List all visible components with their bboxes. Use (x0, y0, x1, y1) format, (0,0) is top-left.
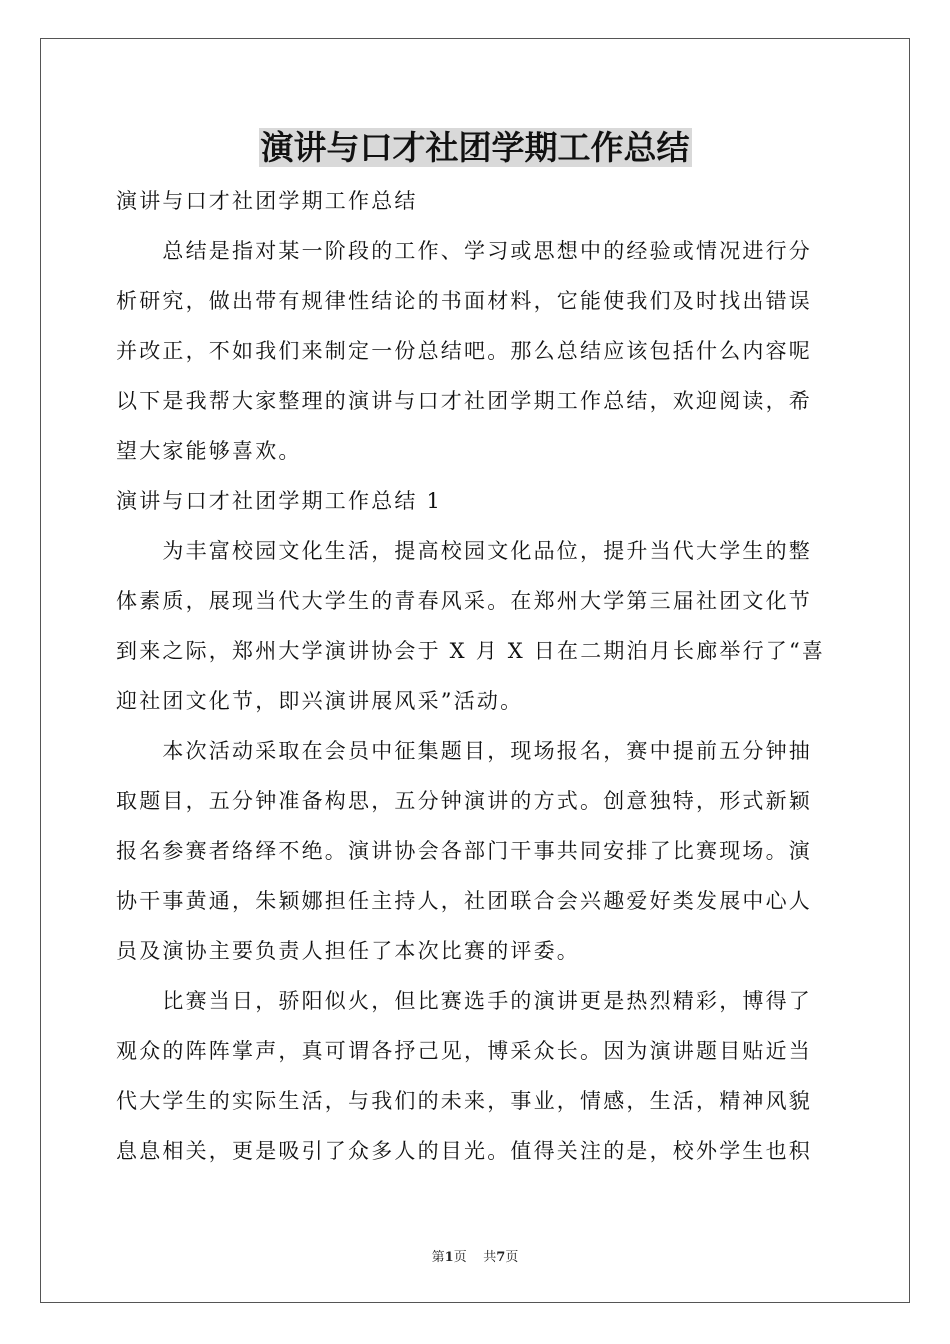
body-line: 演讲与口才社团学期工作总结 (116, 189, 418, 213)
body-line: 以下是我帮大家整理的演讲与口才社团学期工作总结，欢迎阅读，希 (116, 389, 812, 413)
document-title (0, 124, 950, 172)
body-line: 总结是指对某一阶段的工作、学习或思想中的经验或情况进行分 (116, 239, 812, 263)
body-line: 协干事黄通，朱颖娜担任主持人，社团联合会兴趣爱好类发展中心人 (116, 889, 812, 913)
body-line: 代大学生的实际生活，与我们的未来，事业，情感，生活，精神风貌 (116, 1089, 812, 1113)
body-line: 取题目，五分钟准备构思，五分钟演讲的方式。创意独特，形式新颖 (116, 789, 812, 813)
page-footer (0, 1246, 950, 1265)
body-line: 息息相关，更是吸引了众多人的目光。值得关注的是，校外学生也积 (116, 1139, 812, 1163)
total-page-number: 7 (496, 1250, 506, 1265)
document-body (116, 176, 836, 1176)
body-line: 迎社团文化节，即兴演讲展风采”活动。 (116, 689, 524, 713)
body-line: 员及演协主要负责人担任了本次比赛的评委。 (116, 939, 580, 963)
body-line: 本次活动采取在会员中征集题目，现场报名，赛中提前五分钟抽 (116, 739, 812, 763)
body-line: 到来之际，郑州大学演讲协会于 X 月 X 日在二期泊月长廊举行了“喜 (116, 639, 826, 663)
body-line: 析研究，做出带有规律性结论的书面材料，它能使我们及时找出错误 (116, 289, 812, 313)
body-line: 观众的阵阵掌声，真可谓各抒己见，博采众长。因为演讲题目贴近当 (116, 1039, 812, 1063)
current-page-number: 1 (444, 1250, 454, 1265)
page-prefix: 第 (431, 1250, 445, 1265)
page-suffix: 页 (453, 1250, 467, 1265)
body-line: 比赛当日，骄阳似火，但比赛选手的演讲更是热烈精彩，博得了 (116, 989, 812, 1013)
body-line: 为丰富校园文化生活，提高校园文化品位，提升当代大学生的整 (116, 539, 812, 563)
document-title-text: 演讲与口才社团学期工作总结 (260, 128, 690, 167)
total-prefix: 共 (483, 1250, 497, 1265)
section-heading: 演讲与口才社团学期工作总结 1 (116, 489, 443, 513)
body-line: 体素质，展现当代大学生的青春风采。在郑州大学第三届社团文化节 (116, 589, 812, 613)
body-line: 并改正，不如我们来制定一份总结吧。那么总结应该包括什么内容呢 (116, 339, 812, 363)
total-suffix: 页 (505, 1250, 519, 1265)
body-line: 报名参赛者络绎不绝。演讲协会各部门干事共同安排了比赛现场。演 (116, 839, 812, 863)
body-line: 望大家能够喜欢。 (116, 439, 302, 463)
